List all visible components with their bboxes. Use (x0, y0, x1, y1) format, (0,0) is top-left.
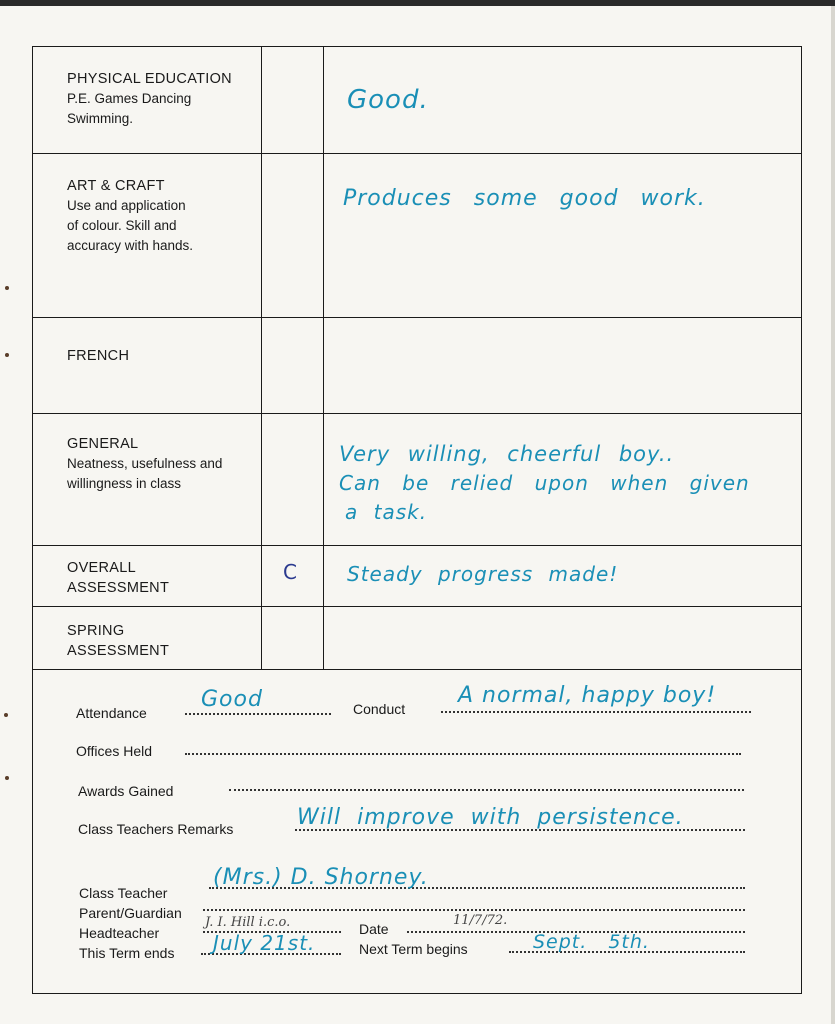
binder-hole (5, 776, 9, 780)
teacher-comment-line: a task. (345, 500, 428, 524)
teacher-comment: Good. (347, 85, 429, 115)
subject-row-art-craft (33, 154, 801, 318)
attendance-value: Good (201, 687, 263, 712)
subject-description: Neatness, usefulness and (67, 456, 223, 471)
class-teacher-signature: (Mrs.) D. Shorney. (213, 865, 429, 890)
subject-title: FRENCH (67, 348, 130, 364)
attendance-line (185, 713, 331, 715)
attendance-label: Attendance (76, 705, 147, 721)
subject-title: ART & CRAFT (67, 178, 165, 194)
page-top-edge (0, 0, 835, 6)
page-right-edge (831, 6, 835, 1024)
teacher-comment-line: Very willing, cheerful boy.. (339, 442, 675, 466)
next-term-value: Sept. 5th. (533, 931, 650, 953)
subject-title: ASSESSMENT (67, 580, 170, 596)
subject-label (67, 346, 129, 366)
offices-label: Offices Held (76, 743, 152, 759)
subject-label (67, 558, 169, 598)
teacher-comment-line: Can be relied upon when given (339, 471, 750, 495)
awards-label: Awards Gained (78, 783, 174, 799)
date-value: 11/7/72. (453, 913, 508, 928)
headteacher-label: Headteacher (79, 925, 160, 941)
term-ends-value: July 21st. (213, 931, 316, 955)
subject-row-spring-assessment (33, 607, 801, 670)
next-term-label: Next Term begins (359, 941, 468, 957)
grade-mark: C (283, 560, 297, 584)
subject-description: of colour. Skill and (67, 218, 177, 233)
class-teacher-label: Class Teacher (79, 885, 168, 901)
report-card (32, 46, 802, 994)
headteacher-signature: J. I. Hill i.c.o. (205, 915, 291, 930)
subject-label (67, 621, 169, 661)
subject-title: SPRING (67, 623, 125, 639)
conduct-label: Conduct (353, 701, 406, 717)
parent-guardian-label: Parent/Guardian (79, 905, 182, 921)
subject-label (67, 176, 193, 256)
awards-line (229, 789, 744, 791)
binder-hole (4, 713, 8, 717)
subject-title: OVERALL (67, 560, 136, 576)
remarks-label: Class Teachers Remarks (78, 821, 234, 837)
subject-label (67, 69, 232, 129)
subject-description: willingness in class (67, 476, 182, 491)
remarks-value: Will improve with persistence. (297, 805, 684, 830)
subject-title: GENERAL (67, 436, 139, 452)
subject-title: ASSESSMENT (67, 643, 170, 659)
subject-row-general (33, 414, 801, 546)
offices-line (185, 753, 741, 755)
subject-row-physical-education (33, 47, 801, 154)
conduct-value: A normal, happy boy! (458, 683, 717, 708)
grade-column-divider (261, 47, 262, 670)
comment-column-divider (323, 47, 324, 670)
conduct-line (441, 711, 751, 713)
subject-row-overall-assessment (33, 546, 801, 607)
subject-description: Swimming. (67, 111, 134, 126)
binder-hole (5, 286, 9, 290)
subject-description: P.E. Games Dancing (67, 91, 192, 106)
term-ends-label: This Term ends (79, 945, 175, 961)
subject-description: accuracy with hands. (67, 238, 194, 253)
subject-description: Use and application (67, 198, 186, 213)
date-label: Date (359, 921, 389, 937)
subject-title: PHYSICAL EDUCATION (67, 71, 232, 87)
teacher-comment: Produces some good work. (343, 186, 706, 211)
parent-guardian-line (203, 909, 745, 911)
subject-label (67, 434, 222, 494)
subject-row-french (33, 318, 801, 414)
binder-hole (5, 353, 9, 357)
teacher-comment: Steady progress made! (347, 562, 619, 586)
